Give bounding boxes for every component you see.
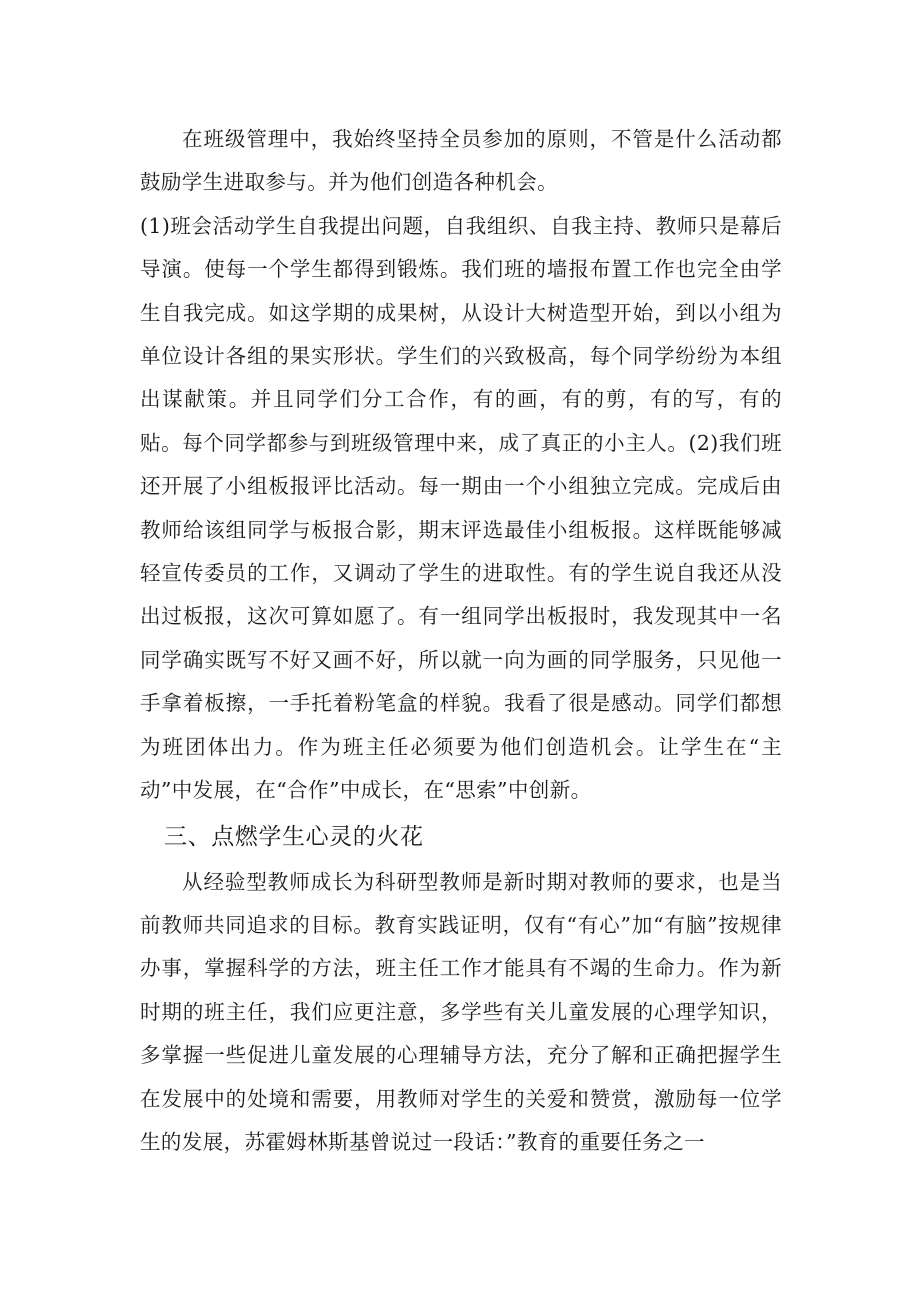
- document-page: [140, 118, 782, 1164]
- section-heading: 三、点燃学生心灵的火花: [164, 823, 424, 850]
- paragraph-class-activities: (1)班会活动学生自我提出问题，自我组织、自我主持、教师只是幕后导演。使每一个学生都得到锻炼。我们班的墙报布置工作也完全由学生自我完成。如这学期的成果树，从设计大树造型开始，到以小组为单位设计各组的果实形状。学生们的兴致极高，每个同学纷纷为本组出谋献策。并且同学们分工合作，有的画，有的剪，有的写，有的贴。每个同学都参与到班级管理中来，成了真正的小主人。(2)我们班还开展了小组板报评比活动。每一期由一个小组独立完成。完成后由教师给该组同学与板报合影，期末评选最佳小组板报。这样既能够减轻宣传委员的工作，又调动了学生的进取性。有的学生说自我还从没出过板报，这次可算如愿了。有一组同学出板报时，我发现其中一名同学确实既写不好又画不好，所以就一向为画的同学服务，只见他一手拿着板擦，一手托着粉笔盒的样貌。我看了很是感动。同学们都想为班团体出力。作为班主任必须要为他们创造机会。让学生在“主动”中发展，在“合作”中成长，在“思索”中创新。: [140, 213, 782, 803]
- paragraph-research-teacher: 从经验型教师成长为科研型教师是新时期对教师的要求，也是当前教师共同追求的目标。教育实践证明，仅有“有心”加“有脑”按规律办事，掌握科学的方法，班主任工作才能具有不竭的生命力。作为新时期的班主任，我们应更注意，多学些有关儿童发展的心理学知识，多掌握一些促进儿童发展的心理辅导方法，充分了解和正确把握学生在发展中的处境和需要，用教师对学生的关爱和赞赏，激励每一位学生的发展，苏霍姆林斯基曾说过一段话：”教育的重要任务之一: [140, 869, 782, 1154]
- paragraph-full-participation: 在班级管理中，我始终坚持全员参加的原则，不管是什么活动都鼓励学生进取参与。并为他们创造各种机会。: [140, 127, 782, 195]
